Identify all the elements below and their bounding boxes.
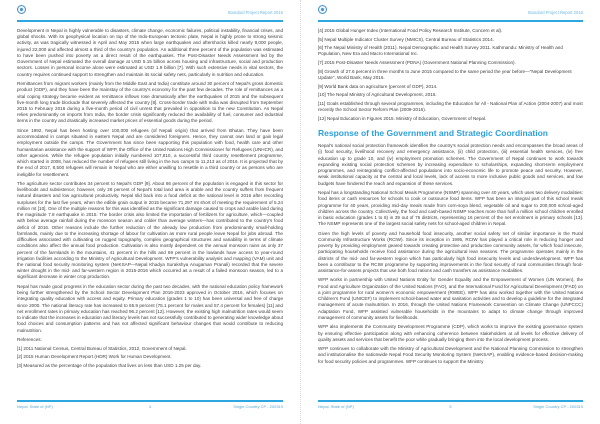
references-label: References: [17, 336, 42, 342]
reference-item: [9] World Bank data on agriculture (percent of GDP), 2014. [318, 83, 438, 89]
un-emblem-icon [318, 5, 327, 14]
footer-rule [318, 400, 583, 402]
reference-item: [7] 2015 Post-Disaster Needs Assessment (PDNA) (Government National Planning Commission). [318, 60, 516, 66]
footer-project: Single Country CP - 200319 [233, 404, 283, 409]
page-right-footer [318, 397, 583, 424]
footer-country: Nepal, State of (NP) [17, 404, 53, 409]
paragraph: Remittances from migrant workers (mainly from the Middle East and India) constitute around 30 percent of Nepal's gross domestic product (GDP), and they have been the mainstay of the country's economy for the past few decades. The role of remittances as a vital coping strategy became evident as remittance inflows rose dramatically after the earthquakes of 2015 and the subsequent five-month long trade blockade that severely affected the country [8]. Cross-border trade with India was disrupted from September 2015 to February 2016 during a five-month period of civil unrest that prevailed in opposition to the new Constitution. As Nepal relies predominantly on imports from India, the border crisis significantly reduced the availability of fuel, consumer and industrial items in the country and drastically increased market prices of essential goods during the period. [17, 81, 283, 124]
section-heading: Response of the Government and Strategic Coordination [318, 127, 548, 138]
reference-item: [2] 2015 Human Development Report (HDR) Work for Human Development. [17, 354, 172, 360]
reference-item: [3] Measured as the percentage of the population that lives on less than USD 1.25 per day. [17, 362, 202, 368]
paragraph: Nepal has made good progress in the education sector during the past two decades, with the national education policy framework being further strengthened by the School Sector Development Plan 2016-2023 approved in October 2016, which focuses on integrating quality education with access and equity. Primary education (grades 1 to 10) has been universal and free of charge since 2000. The national literacy rate has increased to 65.9 percent (75.1 percent for males and 57.4 percent for females) [11] and net enrollment rates in primary education has reached 96.2 percent [12]. However, the existing high malnutrition rates would seem to indicate that the increases in education and literacy levels has not successfully contributed to generating wider knowledge about food choices and consumption patterns and has not affected significant behaviour changes that would contribute to reducing malnutrition. [17, 283, 283, 333]
reference-item: [11] Goals established through several programmes, including the Education for All - National Plan of Action (2004-2007) and most recently the School Sector Reform Plan (2009-2016). [318, 100, 583, 113]
footer-project: Single Country CP - 200319 [533, 404, 583, 409]
paragraph: WFP continues to collaborate with the Ministry of Agricultural Development and the National Planning Commission to strengthen and institutionalise the nationwide Nepal Food Security Monitoring System (NeKSAP), enabling evidence-based decision-making for food security policies and programmes. WFP continues to support the Ministry [318, 346, 583, 364]
reference-item: [1] 2011 National Census, Central Bureau of Statistics, 2012, Government of Nepal. [17, 345, 187, 351]
footer-country: Nepal, State of (NP) [318, 404, 354, 409]
reference-item: [10] The Nepal Ministry of Agricultural Development, 2016. [318, 92, 437, 98]
paragraph: Development in Nepal is highly vulnerable to disasters, climate change, economic failures, political instability, financial crises, and global shocks. With its geophysical location on top of the Indo-European tectonic plate, Nepal is highly prone to strong seismic activity, as was tragically witnessed in April and May 2015 when large earthquakes and aftershocks killed nearly 9,000 people, injured 22,000 and affected almost a third of the country's population. An additional three percent of the population was estimated to have been pushed into poverty as a direct result of the earthquakes. The Post-Disaster Needs Assessment led by the Government of Nepal estimated the overall damage at USD 5.15 billion across housing and infrastructure, social and production sectors. Losses in personal income alone were estimated at USD 1.9 billion [7]. With such extensive needs in vital sectors, the country requires continued support to strengthen and maintain its social safety nets, particularly in nutrition and education. [17, 28, 283, 77]
un-emblem-icon [17, 5, 26, 14]
reference-item: [8] Growth of 27.6 percent in three months to June 2015 compared to the same period the year before—"Nepal Development Update", World Bank, May 2016. [318, 68, 572, 80]
header-title: Standard Project Report 2016 [527, 10, 583, 15]
reference-item: [12] Nepal Education in Figures 2015. Ministry of Education, Government of Nepal. [318, 115, 487, 121]
footer-page-number: 5 [449, 404, 452, 409]
page-left-header [17, 4, 283, 22]
paragraph: WFP works in partnership with United Nations Entity for Gender Equality and the Empowerment of Women (UN Women), the Food and Agriculture Organization of the United Nations (FAO), and the International Fund for Agricultural Development (IFAD) on a joint programme for rural women's economic empowerment (RWEE). WFP has also worked together with the United Nations Children's Fund (UNICEF) to implement school-based water and sanitation activities and to develop a guideline for the integrated management of acute malnutrition. In 2016, through the United Nations Framework Convention on Climate Change (UNFCCC) Adaptation Fund, WFP assisted vulnerable households in the mountains to adapt to climate change through improved management of community assets for livelihoods. [318, 277, 583, 320]
reference-item: [5] Nepal Multiple Indicator Cluster Survey (NMICS), Central Bureau of Statistics 2014. [318, 36, 494, 42]
footer-rule [17, 400, 283, 402]
footer-page-number: 4 [148, 404, 152, 409]
page-right-body [318, 22, 583, 397]
reference-item: [4] 2015 Global Hunger Index (International Food Policy Research Institute, Concern et al). [318, 28, 503, 33]
page-left-body [17, 22, 283, 397]
page-right-header [318, 4, 583, 22]
page-left-footer [17, 397, 283, 424]
page-right [300, 0, 600, 424]
header-title: Standard Project Report 2016 [227, 10, 283, 15]
paragraph: Nepal's national social protection framework identifies the country's social protection needs and encompasses the broad areas of (i) food security, livelihood recovery and emergency assistance, (ii) child protection, (iii) essential health services, (iv) free education up to grade 10, and (iv) employment promotion schemes. The Government of Nepal continues to work towards expanding existing social protection schemes by increasing expenditure to scholarships, expanding short-term employment programmes, and reintegrating conflict-affected populations into socio-economic life to promote peace and security. However, weak institutional capacity at the central and local levels, lack of access to more inclusive public goods and services, and low budgets have hindered the reach and expansion of these services. [318, 143, 583, 186]
paragraph: The agriculture sector contributes 34 percent to Nepal's GDP [9]. About 66 percent of the population is engaged in this sector for livelihoods and subsistence; however, only 28 percent of Nepal's total land area is arable and the country suffers from frequent natural disasters and low agricultural productivity. Nepal slid back into a food deficit at the national level in 2016 after recording surpluses for the last five years, when the edible grain output in 2015 became 71,297 mt short of meeting the requirement of 5.24 million mt [10]. One of the multiple reasons for this was identified as the significant damage caused to crops and arable land during the magnitude 7.8 earthquake in 2015. The border crisis also limited the importation of fertilizers for agriculture, which—coupled with below average rainfall during the monsoon season and colder than average winters—has contributed to the country's food deficit of 2016. Other reasons include the further reduction of the already low production from predominantly small-holding farmlands, mainly due to the increasing shortage of labour for cultivation as more rural people leave Nepal for jobs abroad. The difficulties associated with cultivating on rugged topography, complex geographical structures and variability in terms of climate conditions also affect the annual food production. Cultivation is also mostly dependent on the annual monsoon rains as only 37 percent of the farmlands in the mountains, 41 percent in the hills and 69 percent in the lowlands have access to year-round irrigation facilities according to the Ministry of Agricultural Development. WFP's vulnerability analysis and mapping (VAM) unit and the national food security monitoring system (NeKSAP—Nepal Khadya Surakshya Anugaman Pranali) recorded that the severe winter drought in the mid- and far-western region in 2015-2016 which occurred as a result of a failed monsoon season, led to a significant decrease in winter crop production. [17, 180, 283, 280]
paragraph: Given the high levels of poverty and household food insecurity, another social safety net of similar importance is the Rural Community Infrastructure Works (RCIW). Since its inception in 1995, RCIW has played a critical role in reducing hunger and poverty by providing employment geared towards creating protective and productive community assets, for which food insecure, participating households receive food assistance during the agricultural lean seasons. The programme operates mainly in the districts of the mid- and far-western region which has particularly high food insecurity levels and underdevelopment. WFP has been a contributor to the RCIW programme by supporting improvements in the food security of rural communities through food-assistance-for-assets projects that use both food rations and cash transfers as assistance modalities. [318, 230, 583, 274]
paragraph: WFP also implements the Community Development Programme (CDP), which works to improve the existing governance system by ensuring effective participation along with enhancing coherence between stakeholders at all levels for effective delivery of quality assets and services that benefit the poor while gradually bringing them into the local development process. [318, 324, 583, 342]
paragraph: Since 1992, Nepal has been hosting over 100,000 refugees (of Nepali origin) that arrived from Bhutan. They have been accommodated in camps situated in eastern Nepal and are considered foreigners. Hence, they cannot own land or gain legal employment outside the camps. The Government has since been supporting this population with food, health care and other humanitarian assistance with the support of WFP, the Office of the United Nations High Commissioner for Refugees (UNHCR), and other agencies. While the refugee population initially numbered 107,810, a successful third country resettlement programme, which started in 2008, has reduced the number of refugees still living in the two camps to 11,213 as of 2016. It is projected that by the end of 2017, 8,500 refugees will remain in Nepal who are either unwilling to resettle in a third country or as persons who are ineligible for resettlement. [17, 127, 283, 177]
reference-item: [6] The Nepal Ministry of Health (2011). Nepal Demographic and Health Survey 2011. Kathmandu: Ministry of Health and Population, New Era and Macro International Inc. [318, 45, 563, 57]
paragraph: Nepal has a longstanding National School Meals Programme (NSMP) spanning over 40 years, which uses two delivery modalities: food items or cash resources for schools to cook or outsource food items. WFP has been an integral part of this school meals programme for 40 years, providing mid-day meals made from corn-soya blend, vegetable oil and sugar to 200,000 school-aged children across the country. Collectively, the food and cash-based NSMP reaches more than half a million school children enrolled in basic education (grades 1 to 8) in 39 out of 75 districts, representing 16 percent of the net enrolment in primary schools [13]. The NSMP represents one of the largest social safety nets for school-aged children in Nepal. [318, 190, 583, 227]
